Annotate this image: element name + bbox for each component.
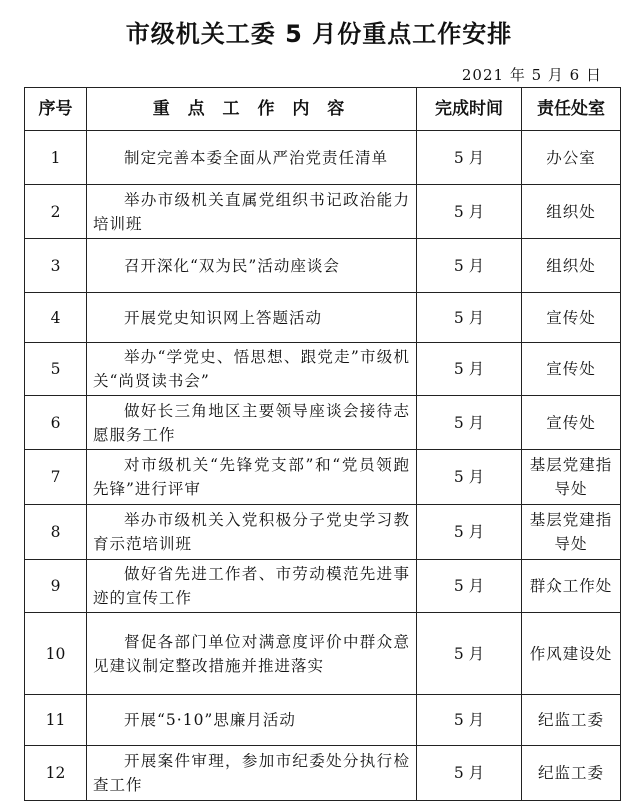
row-dept: 基层党建指导处 <box>522 450 621 505</box>
table-row <box>25 239 621 293</box>
row-time: 5 月 <box>417 505 522 560</box>
row-number: 4 <box>25 293 87 343</box>
document-date: 2021 年 5 月 6 日 <box>461 66 602 84</box>
row-number: 9 <box>25 560 87 613</box>
row-time: 5 月 <box>417 746 522 801</box>
row-task: 举办市级机关入党积极分子党史学习教育示范培训班 <box>87 505 417 560</box>
row-dept: 基层党建指导处 <box>522 505 621 560</box>
row-number: 12 <box>25 746 87 801</box>
row-task: 开展党史知识网上答题活动 <box>87 293 417 343</box>
table-row <box>25 450 621 505</box>
row-task: 召开深化“双为民”活动座谈会 <box>87 239 417 293</box>
row-number: 3 <box>25 239 87 293</box>
row-number: 11 <box>25 695 87 746</box>
row-time: 5 月 <box>417 293 522 343</box>
document-title: 市级机关工委 5 月份重点工作安排 <box>125 20 513 48</box>
table-row <box>25 695 621 746</box>
row-time: 5 月 <box>417 695 522 746</box>
row-time: 5 月 <box>417 396 522 450</box>
row-dept: 作风建设处 <box>522 613 621 695</box>
row-number: 6 <box>25 396 87 450</box>
table-header-row <box>25 88 621 131</box>
row-task: 对市级机关“先锋党支部”和“党员领跑先锋”进行评审 <box>87 450 417 505</box>
row-dept: 纪监工委 <box>522 695 621 746</box>
row-time: 5 月 <box>417 613 522 695</box>
row-task: 做好省先进工作者、市劳动模范先进事迹的宣传工作 <box>87 560 417 613</box>
row-number: 5 <box>25 343 87 396</box>
row-dept: 组织处 <box>522 239 621 293</box>
row-dept: 宣传处 <box>522 293 621 343</box>
table-row <box>25 396 621 450</box>
row-task: 做好长三角地区主要领导座谈会接待志愿服务工作 <box>87 396 417 450</box>
row-number: 8 <box>25 505 87 560</box>
row-dept: 纪监工委 <box>522 746 621 801</box>
table-row <box>25 293 621 343</box>
work-schedule-table <box>24 87 621 801</box>
row-dept: 群众工作处 <box>522 560 621 613</box>
row-number: 7 <box>25 450 87 505</box>
row-time: 5 月 <box>417 560 522 613</box>
row-dept: 办公室 <box>522 131 621 185</box>
row-task: 制定完善本委全面从严治党责任清单 <box>87 131 417 185</box>
row-dept: 宣传处 <box>522 343 621 396</box>
row-dept: 宣传处 <box>522 396 621 450</box>
table-row <box>25 560 621 613</box>
row-task: 开展案件审理，参加市纪委处分执行检查工作 <box>87 746 417 801</box>
row-time: 5 月 <box>417 450 522 505</box>
header-task: 重 点 工 作 内 容 <box>87 88 417 131</box>
row-time: 5 月 <box>417 343 522 396</box>
row-task: 举办市级机关直属党组织书记政治能力培训班 <box>87 185 417 239</box>
table-row <box>25 613 621 695</box>
row-task: 开展“5·10”思廉月活动 <box>87 695 417 746</box>
row-number: 10 <box>25 613 87 695</box>
row-time: 5 月 <box>417 131 522 185</box>
header-time: 完成时间 <box>417 88 522 131</box>
table-row <box>25 343 621 396</box>
row-dept: 组织处 <box>522 185 621 239</box>
row-task: 举办“学党史、悟思想、跟党走”市级机关“尚贤读书会” <box>87 343 417 396</box>
row-task: 督促各部门单位对满意度评价中群众意见建议制定整改措施并推进落实 <box>87 613 417 695</box>
row-time: 5 月 <box>417 239 522 293</box>
table-row <box>25 131 621 185</box>
row-time: 5 月 <box>417 185 522 239</box>
header-dept: 责任处室 <box>522 88 621 131</box>
table-row <box>25 185 621 239</box>
table-row <box>25 746 621 801</box>
header-number: 序号 <box>25 88 87 131</box>
row-number: 1 <box>25 131 87 185</box>
row-number: 2 <box>25 185 87 239</box>
table-row <box>25 505 621 560</box>
